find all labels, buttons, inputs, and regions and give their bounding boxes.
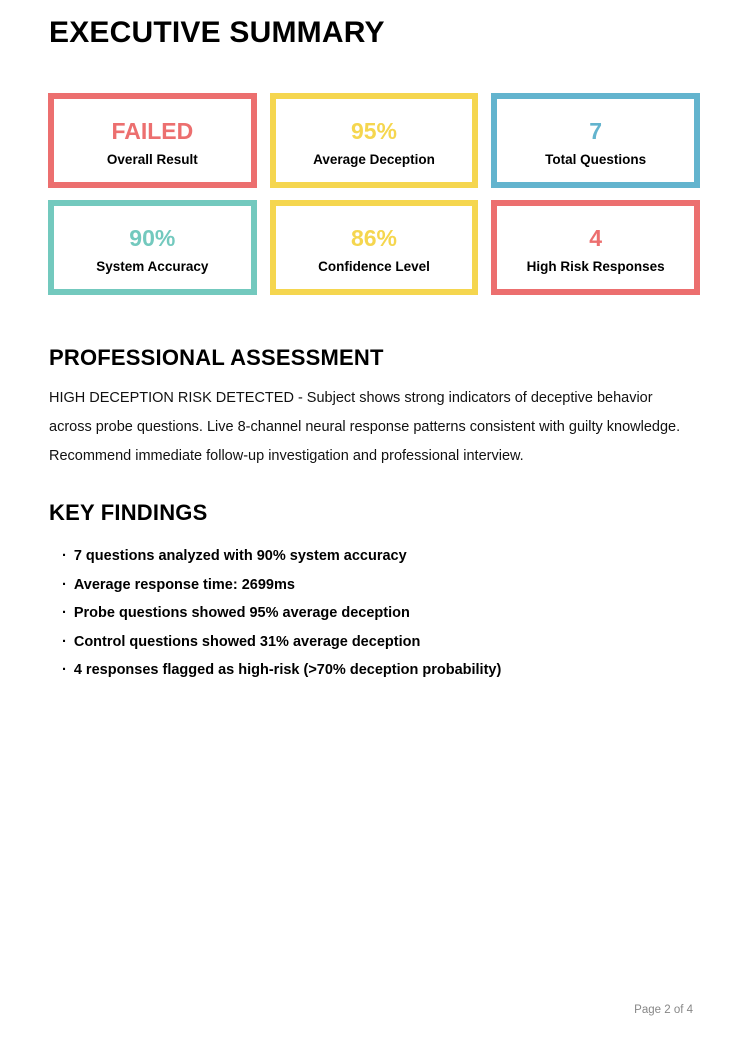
finding-text: Average response time: 2699ms bbox=[73, 576, 295, 593]
stat-card-total-questions bbox=[491, 93, 700, 188]
bullet-icon: · bbox=[62, 633, 67, 650]
stat-value: 90% bbox=[129, 225, 176, 251]
bullet-icon: · bbox=[62, 576, 67, 593]
stat-label: System Accuracy bbox=[96, 259, 209, 274]
stat-card-confidence-level bbox=[270, 200, 479, 295]
stat-card-average-deception bbox=[270, 93, 479, 188]
stat-card-system-accuracy bbox=[48, 200, 257, 295]
stat-value: 4 bbox=[589, 225, 603, 251]
stat-label: High Risk Responses bbox=[526, 259, 665, 274]
list-item bbox=[62, 542, 700, 571]
summary-cards-grid bbox=[48, 93, 700, 295]
finding-text: 7 questions analyzed with 90% system accuracy bbox=[73, 548, 407, 564]
key-findings-heading: KEY FINDINGS bbox=[49, 500, 208, 525]
stat-card-high-risk-responses bbox=[491, 200, 700, 295]
list-item bbox=[62, 628, 700, 657]
finding-text: Control questions showed 31% average deception bbox=[73, 633, 421, 650]
stat-value: 95% bbox=[350, 118, 398, 144]
stat-value: 7 bbox=[589, 118, 603, 144]
professional-assessment-heading: PROFESSIONAL ASSESSMENT bbox=[49, 345, 384, 370]
list-item bbox=[62, 571, 700, 600]
stat-label: Total Questions bbox=[545, 152, 647, 167]
key-findings-list bbox=[48, 542, 700, 685]
stat-card-overall-result bbox=[48, 93, 257, 188]
bullet-icon: · bbox=[62, 662, 67, 678]
list-item bbox=[62, 656, 700, 685]
finding-text: Probe questions showed 95% average deception bbox=[73, 605, 410, 621]
page-title: EXECUTIVE SUMMARY bbox=[49, 16, 385, 49]
stat-label: Overall Result bbox=[106, 152, 198, 167]
stat-label: Average Deception bbox=[313, 152, 435, 167]
stat-value: 86% bbox=[350, 225, 398, 251]
finding-text: 4 responses flagged as high-risk (>70% deception probability) bbox=[73, 662, 502, 678]
professional-assessment-paragraph: HIGH DECEPTION RISK DETECTED - Subject shows strong indicators of deceptive behavior across probe questions. Live 8-channel neural response patterns consistent with guilty knowledge. Recommend immediate follow-up investigation and professional interview. bbox=[49, 390, 681, 464]
bullet-icon: · bbox=[62, 605, 67, 621]
page-number: Page 2 of 4 bbox=[634, 1004, 693, 1016]
stat-label: Confidence Level bbox=[318, 259, 430, 274]
stat-value: FAILED bbox=[111, 118, 194, 144]
list-item bbox=[62, 599, 700, 628]
bullet-icon: · bbox=[62, 548, 67, 564]
